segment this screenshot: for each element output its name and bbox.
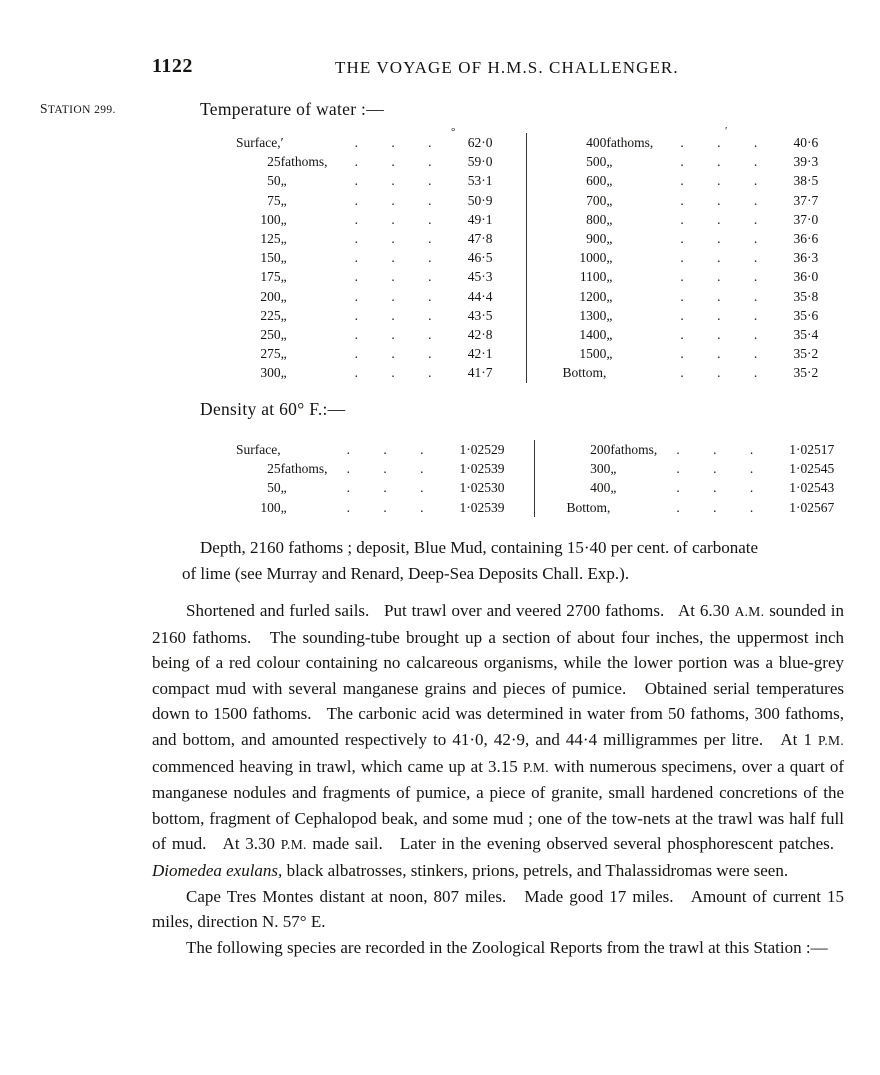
column-gap bbox=[528, 325, 562, 344]
leader-left: . . . bbox=[354, 154, 447, 170]
unit-left: „ bbox=[280, 173, 287, 189]
unit-right: „ bbox=[606, 288, 613, 304]
unit-left: ′ bbox=[280, 135, 284, 150]
value-right: 1·02567 bbox=[789, 499, 835, 515]
leader-right: . . . bbox=[676, 480, 769, 496]
unit-left: „ bbox=[280, 499, 287, 515]
table-row bbox=[236, 325, 818, 344]
depth-deposit-paragraph bbox=[152, 535, 842, 586]
table-row bbox=[236, 363, 818, 382]
column-gap bbox=[504, 478, 535, 497]
leader-right: . . . bbox=[680, 365, 773, 381]
leader-left: . . . bbox=[346, 442, 439, 457]
value-right: 36·0 bbox=[793, 269, 819, 285]
column-gap bbox=[536, 498, 566, 517]
value-right: 36·3 bbox=[793, 250, 819, 266]
table-row bbox=[236, 248, 818, 267]
value-left: 46·5 bbox=[467, 250, 493, 266]
table-row bbox=[236, 440, 834, 459]
depth-left: 75 bbox=[267, 192, 281, 208]
unit-right: „ bbox=[606, 346, 613, 362]
column-gap bbox=[536, 459, 566, 478]
depth-right: 1300 bbox=[579, 307, 607, 323]
leader-left: . . . bbox=[354, 346, 447, 362]
column-gap bbox=[504, 459, 535, 478]
table-row bbox=[236, 344, 818, 363]
depth-right: 1500 bbox=[579, 346, 607, 362]
value-left: 50·9 bbox=[467, 192, 493, 208]
unit-right: „ bbox=[610, 461, 617, 477]
degree-symbol-right: ′ bbox=[725, 125, 728, 137]
time-pm-2: P.M. bbox=[522, 759, 549, 775]
column-gap bbox=[528, 210, 562, 229]
leader-left: . . . bbox=[354, 135, 447, 150]
page-number: 1122 bbox=[152, 55, 193, 77]
depth-left: 25 bbox=[267, 154, 281, 170]
depth-right: 1000 bbox=[579, 250, 607, 266]
unit-left: fathoms, bbox=[280, 154, 328, 170]
depth-left: 250 bbox=[260, 327, 281, 343]
leader-left: . . . bbox=[354, 365, 447, 381]
column-gap bbox=[528, 287, 562, 306]
temperature-table bbox=[236, 133, 818, 383]
narrative-part-5: made sail. Later in the evening observed several phosphorescent patches. bbox=[306, 834, 844, 854]
narrative-part-1: Shortened and furled sails. Put trawl over and veered 2700 fathoms. At 6.30 bbox=[186, 601, 735, 620]
leader-right: . . . bbox=[676, 499, 769, 515]
value-right: 37·0 bbox=[793, 211, 819, 227]
leader-right: . . . bbox=[680, 269, 773, 285]
value-right: 35·4 bbox=[793, 327, 819, 343]
column-gap bbox=[536, 478, 566, 497]
narrative-paragraph-main bbox=[152, 598, 844, 884]
column-gap bbox=[492, 248, 527, 267]
leader-left: . . . bbox=[354, 231, 447, 247]
leader-left: . . . bbox=[354, 327, 447, 343]
unit-left: „ bbox=[280, 346, 287, 362]
leader-right: . . . bbox=[680, 211, 773, 227]
leader-left: . . . bbox=[354, 192, 447, 208]
table-row bbox=[236, 152, 818, 171]
leader-right: . . . bbox=[680, 173, 773, 189]
narrative-part-2: sounded in 2160 fathoms. The sounding-tube brought up a section of about four inches, the uppermost inch being of a red colour containing no calcareous organisms, while the lower portion was a blue-grey compact mud with several manganese grains and pieces of pumice. Obtained serial temperatures down to 1500 fathoms. The carbonic acid was determined in water from 50 fathoms, 300 fathoms, and bottom, and amounted respectively to 41·0, 42·9, and 44·4 milligrammes per litre. At 1 bbox=[152, 601, 844, 749]
table-row bbox=[236, 267, 818, 286]
column-gap bbox=[492, 363, 527, 382]
column-gap bbox=[492, 152, 527, 171]
unit-right: „ bbox=[606, 307, 613, 323]
value-right: 40·6 bbox=[793, 135, 819, 150]
station-label-rest: TATION bbox=[47, 104, 91, 116]
depth-left: 150 bbox=[260, 250, 281, 266]
value-left: 45·3 bbox=[467, 269, 493, 285]
narrative-part-6: black albatrosses, stinkers, prions, petrels, and Thalassidromas were seen. bbox=[282, 860, 789, 880]
column-gap bbox=[492, 171, 527, 190]
table-row bbox=[236, 459, 834, 478]
narrative-body bbox=[152, 598, 844, 960]
unit-right: „ bbox=[606, 327, 613, 343]
depth-right: 200 bbox=[590, 442, 611, 457]
unit-right: „ bbox=[606, 192, 613, 208]
table-row bbox=[236, 478, 834, 497]
unit-left: fathoms, bbox=[280, 461, 328, 477]
leader-left: . . . bbox=[346, 499, 439, 515]
value-left: 59·0 bbox=[467, 154, 493, 170]
depth-right: Bottom, bbox=[566, 499, 611, 515]
depth-right: 900 bbox=[586, 231, 607, 247]
column-gap bbox=[528, 306, 562, 325]
temperature-heading: Temperature of water :— bbox=[200, 99, 384, 119]
depth-right: 400 bbox=[586, 135, 607, 150]
depth-right: 800 bbox=[586, 211, 607, 227]
unit-left: „ bbox=[280, 250, 287, 266]
species-name-italic: Diomedea exulans, bbox=[152, 860, 283, 880]
value-right: 1·02545 bbox=[789, 461, 835, 477]
leader-right: . . . bbox=[680, 346, 773, 362]
unit-right: „ bbox=[606, 231, 613, 247]
value-left: 44·4 bbox=[467, 288, 493, 304]
value-left: 1·02530 bbox=[459, 480, 505, 496]
depth-left: 175 bbox=[260, 269, 281, 285]
value-left: 42·1 bbox=[467, 346, 493, 362]
unit-right: „ bbox=[610, 480, 617, 496]
unit-left: „ bbox=[280, 480, 287, 496]
depth-left: 300 bbox=[260, 365, 281, 381]
depth-left: Surface, bbox=[236, 442, 281, 457]
value-left: 1·02539 bbox=[459, 499, 505, 515]
leader-right: . . . bbox=[680, 154, 773, 170]
value-right: 38·5 bbox=[793, 173, 819, 189]
depth-right: 300 bbox=[590, 461, 611, 477]
value-left: 41·7 bbox=[467, 365, 493, 381]
value-left: 49·1 bbox=[467, 211, 493, 227]
depth-left: 50 bbox=[267, 173, 281, 189]
column-gap bbox=[492, 325, 527, 344]
value-left: 43·5 bbox=[467, 307, 493, 323]
unit-left bbox=[281, 440, 347, 459]
narrative-paragraph-cape: Cape Tres Montes distant at noon, 807 miles. Made good 17 miles. Amount of current 15 miles, direction N. 57° E. bbox=[152, 886, 844, 932]
degree-symbol-left: ° bbox=[451, 126, 456, 138]
column-gap bbox=[492, 344, 527, 363]
leader-right: . . . bbox=[680, 250, 773, 266]
leader-right: . . . bbox=[680, 288, 773, 304]
value-right: 35·2 bbox=[793, 365, 819, 381]
station-label-capital: S bbox=[40, 101, 48, 116]
density-table bbox=[236, 440, 834, 517]
station-marginal-note bbox=[40, 101, 116, 117]
table-row bbox=[236, 498, 834, 517]
depth-line-2: of lime (see Murray and Renard, Deep-Sea Deposits Chall. Exp.). bbox=[182, 563, 630, 583]
time-am: A.M. bbox=[734, 604, 765, 619]
species-line-1: The following species are recorded in the Zoological Reports from the trawl at this bbox=[186, 937, 750, 957]
leader-right: . . . bbox=[680, 231, 773, 247]
depth-left: 275 bbox=[260, 346, 281, 362]
page-header bbox=[0, 55, 880, 81]
depth-left: 125 bbox=[260, 231, 281, 247]
column-gap bbox=[528, 344, 562, 363]
column-gap bbox=[536, 440, 566, 459]
column-gap bbox=[528, 248, 562, 267]
leader-right: . . . bbox=[680, 307, 773, 323]
running-head: THE VOYAGE OF H.M.S. CHALLENGER. bbox=[335, 58, 679, 77]
unit-left: „ bbox=[280, 365, 287, 381]
unit-right bbox=[610, 498, 676, 517]
unit-left: „ bbox=[280, 211, 287, 227]
value-left: 1·02529 bbox=[459, 442, 505, 457]
value-right: 1·02543 bbox=[789, 480, 835, 496]
value-left: 53·1 bbox=[467, 173, 493, 189]
table-row bbox=[236, 171, 818, 190]
time-pm-1: P.M. bbox=[818, 732, 844, 748]
narrative-part-3: commenced heaving in trawl, which came up at 3.15 bbox=[152, 756, 523, 776]
leader-right: . . . bbox=[680, 135, 773, 150]
leader-left: . . . bbox=[354, 288, 447, 304]
depth-right: 1100 bbox=[579, 269, 607, 285]
time-pm-3: P.M. bbox=[280, 837, 307, 853]
leader-left: . . . bbox=[354, 173, 447, 189]
leader-left: . . . bbox=[354, 269, 447, 285]
table-row bbox=[236, 133, 818, 152]
depth-right: 600 bbox=[586, 173, 607, 189]
unit-left: „ bbox=[280, 307, 287, 323]
leader-left: . . . bbox=[354, 250, 447, 266]
column-gap bbox=[528, 152, 562, 171]
density-heading: Density at 60° F.:— bbox=[200, 399, 346, 419]
table-row bbox=[236, 191, 818, 210]
value-right: 39·3 bbox=[793, 154, 819, 170]
value-left: 62·0 bbox=[467, 135, 493, 150]
table-row bbox=[236, 287, 818, 306]
leader-right: . . . bbox=[680, 327, 773, 343]
table-row bbox=[236, 210, 818, 229]
leader-left: . . . bbox=[346, 480, 439, 496]
column-gap bbox=[504, 498, 535, 517]
station-number: 299. bbox=[94, 104, 116, 116]
table-row bbox=[236, 229, 818, 248]
depth-left: 100 bbox=[260, 211, 281, 227]
table-row bbox=[236, 306, 818, 325]
column-gap bbox=[528, 191, 562, 210]
column-gap bbox=[492, 306, 527, 325]
value-right: 37·7 bbox=[793, 192, 819, 208]
narrative-paragraph-species bbox=[152, 935, 844, 961]
unit-left: „ bbox=[280, 288, 287, 304]
narrative-part-4: with numerous specimens, over a quart of manganese nodules and fragments of pumice, a piece of granite, small hardened concretions of the bottom, fragment of Cephalopod beak, and some mud ; one of the tow-nets at the trawl was half full of mud. At 3.30 bbox=[152, 756, 844, 854]
unit-right bbox=[606, 363, 680, 382]
depth-right: 1400 bbox=[579, 327, 607, 343]
species-line-2: Station :— bbox=[753, 937, 828, 957]
depth-left: Surface, bbox=[236, 135, 281, 150]
depth-left: 100 bbox=[260, 499, 281, 515]
unit-right: „ bbox=[606, 269, 613, 285]
depth-line-1: Depth, 2160 fathoms ; deposit, Blue Mud, containing 15·40 per cent. of carbonate bbox=[200, 538, 759, 557]
unit-left: „ bbox=[280, 231, 287, 247]
column-gap bbox=[492, 191, 527, 210]
value-right: 35·8 bbox=[793, 288, 819, 304]
value-left: 47·8 bbox=[467, 231, 493, 247]
unit-right: „ bbox=[606, 211, 613, 227]
depth-left: 25 bbox=[267, 461, 281, 477]
depth-right: 400 bbox=[590, 480, 611, 496]
column-gap bbox=[492, 210, 527, 229]
column-gap bbox=[492, 267, 527, 286]
leader-left: . . . bbox=[346, 461, 439, 477]
column-gap bbox=[492, 133, 527, 152]
column-gap bbox=[492, 229, 527, 248]
value-left: 42·8 bbox=[467, 327, 493, 343]
leader-right: . . . bbox=[680, 192, 773, 208]
unit-left: „ bbox=[280, 327, 287, 343]
value-right: 1·02517 bbox=[789, 442, 835, 457]
depth-left: 200 bbox=[260, 288, 281, 304]
value-right: 35·6 bbox=[793, 307, 819, 323]
unit-right: „ bbox=[606, 173, 613, 189]
column-gap bbox=[528, 267, 562, 286]
column-gap bbox=[492, 287, 527, 306]
column-gap bbox=[504, 440, 535, 459]
depth-right: Bottom, bbox=[562, 365, 607, 381]
depth-right: 1200 bbox=[579, 288, 607, 304]
value-left: 1·02539 bbox=[459, 461, 505, 477]
column-gap bbox=[528, 229, 562, 248]
depth-left: 225 bbox=[260, 307, 281, 323]
depth-right: 700 bbox=[586, 192, 607, 208]
depth-left: 50 bbox=[267, 480, 281, 496]
unit-right: „ bbox=[606, 250, 613, 266]
unit-right: „ bbox=[606, 154, 613, 170]
column-gap bbox=[528, 171, 562, 190]
column-gap bbox=[528, 363, 562, 382]
column-gap bbox=[528, 133, 562, 152]
unit-left: „ bbox=[280, 192, 287, 208]
leader-left: . . . bbox=[354, 211, 447, 227]
leader-left: . . . bbox=[354, 307, 447, 323]
value-right: 36·6 bbox=[793, 231, 819, 247]
depth-right: 500 bbox=[586, 154, 607, 170]
unit-right: fathoms, bbox=[606, 135, 654, 150]
value-right: 35·2 bbox=[793, 346, 819, 362]
unit-right: fathoms, bbox=[610, 442, 658, 457]
leader-right: . . . bbox=[676, 442, 769, 457]
unit-left: „ bbox=[280, 269, 287, 285]
leader-right: . . . bbox=[676, 461, 769, 477]
